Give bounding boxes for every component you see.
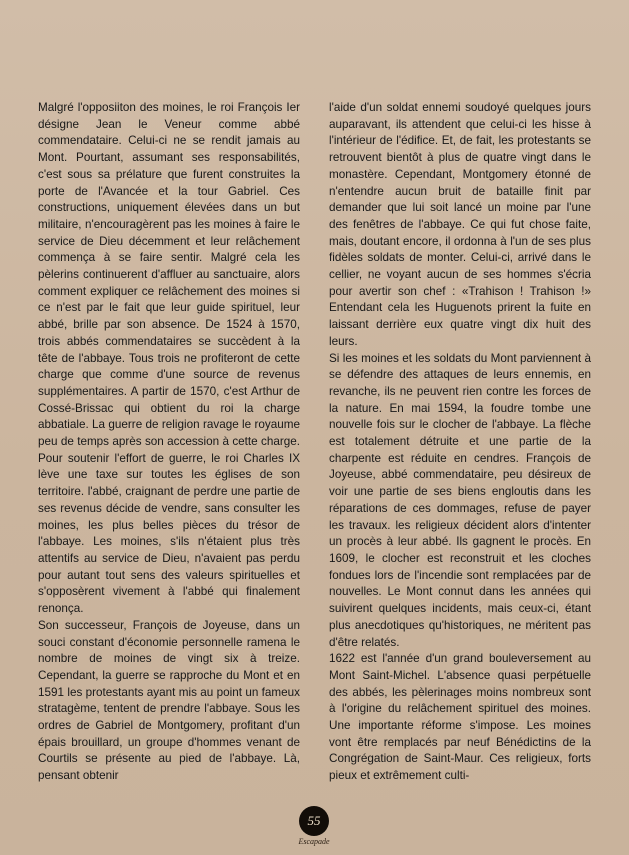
paragraph: 1622 est l'année d'un grand bouleversement au Mont Saint-Michel. L'absence quasi perpétuelle des abbés, les pèlerinages moins nombreux sont à l'origine du relâchement spirituel des moines. Une importante réforme s'impose. Les moines vont être remplacés par neuf Bénédictins de la Congrégation de Saint-Maur. Ces religieux, forts pieux et extrêmement culti- — [329, 652, 591, 783]
paragraph: Malgré l'opposiiton des moines, le roi François Ier désigne Jean le Veneur comme abbé commendataire. Celui-ci ne se rendit jamais au Mont. Pourtant, assumant ses responsabilités, c'est sous sa prélature que furent construites la porte de l'Avancée et la tour Gabriel. Ces constructions, uniquement élevées dans un but militaire, n'encouragèrent pas les moines à faire le service de Dieu décemment et leur relâchement commença à se faire sentir. Malgré cela les pèlerins continuerent d'affluer au sanctuaire, alors comment expliquer ce relâchement des moines si ce n'est par le fait que leur guide spirituel, leur abbé, brille par son absence. De 1524 à 1570, trois abbés commendataires se succèdent à la tête de l'abbaye. Tous trois ne profiteront de cette charge que comme d'une source de revenus supplémentaires. A partir de 1570, c'est Arthur de Cossé-Brissac qui obtient du roi la charge abbatiale. La guerre de religion ravage le royaume peu de temps après son accession à cette charge. Pour soutenir l'effort de guerre, le roi Charles IX lève une taxe sur toutes les églises de son territoire. l'abbé, craignant de perdre une partie de ses revenus décide de vendre, sans consulter les moines, les plus belles pièces du trésor de l'abbaye. Les moines, s'ils n'étaient plus très attentifs au service de Dieu, n'avaient pas perdu pour autant tout sens des valeurs spirituelles et s'opposèrent vivement à l'abbé qui finalement renonça. — [38, 101, 300, 616]
publication-label: Escapade — [298, 837, 330, 846]
left-text-column — [38, 100, 300, 785]
paragraph: Si les moines et les soldats du Mont parviennent à se défendre des attaques de leurs ennemis, en revanche, ils ne peuvent rien contre les forces de la nature. En mai 1594, la foudre tombe une nouvelle fois sur le clocher de l'abbaye. La flèche est totalement détruite et une partie de la charpente est réduite en cendres. François de Joyeuse, abbé commendataire, peu désireux de voir une partie de ses biens engloutis dans les réparations de ces dommages, refuse de payer les travaux. les religieux décident alors d'intenter un procès à leur abbé. Ils gagnent le procès. En 1609, le clocher est reconstruit et les cloches fondues lors de l'incendie sont remplacées par de nouvelles. Le Mont connut dans les années qui suivirent quelques incidents, mais ceux-ci, étant plus anecdotiques qu'historiques, ne méritent pas d'être relatés. — [329, 351, 591, 649]
page-footer — [274, 806, 354, 851]
paragraph: Son successeur, François de Joyeuse, dans un souci constant d'économie personnelle ramena le nombre de moines de vingt six à treize. Cependant, la guerre se rapproche du Mont et en 1591 les protestants ayant mis au point un fameux stratagème, tentent de prendre l'abbaye. Sous les ordres de Gabriel de Montgomery, profitant d'un épais brouillard, un groupe d'hommes venant de Courtils se présente au pied de l'abbaye. Là, pensant obtenir — [38, 618, 300, 783]
paragraph: l'aide d'un soldat ennemi soudoyé quelques jours auparavant, ils attendent que celui-ci les hisse à l'intérieur de l'édifice. Et, de fait, les protestants se retrouvent bientôt à plus de quatre vingt dans le monastère. Cependant, Montgomery étonné de n'entendre aucun bruit de bataille finit par demander que lui soit lancé un moine par l'une des fenêtres de l'abbaye. Ce qui fut chose faite, mais, doutant encore, il ordonna à l'un de ses plus fidèles soldats de monter. Celui-ci, arrivé dans le cellier, ne voyant aucun de ses hommes s'écria pour avertir son chef : «Trahison ! Trahison !» Entendant cela les Huguenots prirent la fuite en laissant derrière eux quatre vingt dix huit des leurs. — [329, 101, 591, 348]
page-number: 55 — [307, 813, 321, 828]
page-number-badge — [299, 806, 329, 836]
right-text-column — [329, 100, 591, 785]
